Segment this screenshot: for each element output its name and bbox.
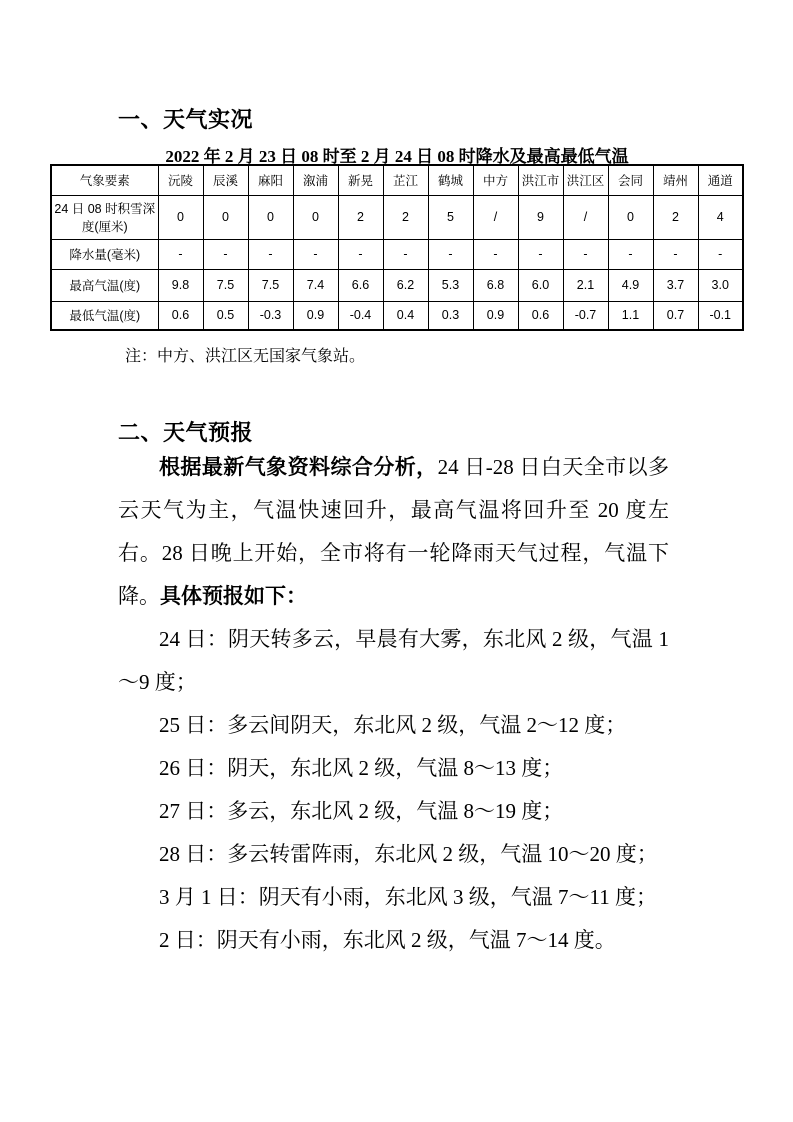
table-cell: 9 <box>518 195 563 239</box>
table-cell: 3.7 <box>653 269 698 301</box>
section-heading-weather-actual: 一、天气实况 <box>118 107 254 132</box>
table-cell: - <box>248 239 293 269</box>
table-cell: 0.9 <box>293 301 338 330</box>
column-header: 新晃 <box>338 165 383 195</box>
table-cell: 6.0 <box>518 269 563 301</box>
table-header-row <box>51 165 743 195</box>
table-cell: 0 <box>608 195 653 239</box>
table-cell: - <box>563 239 608 269</box>
column-header: 会同 <box>608 165 653 195</box>
forecast-item-day27: 27 日：多云，东北风 2 级，气温 8～19 度； <box>159 799 564 823</box>
weather-table-title: 2022 年 2 月 23 日 08 时至 2 月 24 日 08 时降水及最高最低气温 <box>165 147 629 166</box>
table-cell: 3.0 <box>698 269 743 301</box>
forecast-text-block <box>118 446 669 962</box>
forecast-intro-paragraph <box>118 446 669 618</box>
column-header: 通道 <box>698 165 743 195</box>
table-cell: 5 <box>428 195 473 239</box>
table-cell: 0 <box>248 195 293 239</box>
table-cell: 0.9 <box>473 301 518 330</box>
table-cell: 6.8 <box>473 269 518 301</box>
table-cell: - <box>698 239 743 269</box>
section-heading-weather-forecast: 二、天气预报 <box>118 420 254 445</box>
table-cell: 5.3 <box>428 269 473 301</box>
table-cell: 2 <box>338 195 383 239</box>
row-label: 最高气温(度) <box>51 269 158 301</box>
table-cell: 4.9 <box>608 269 653 301</box>
table-cell: 0.6 <box>158 301 203 330</box>
table-cell: - <box>653 239 698 269</box>
table-cell: 7.4 <box>293 269 338 301</box>
forecast-item-day28: 28 日：多云转雷阵雨，东北风 2 级，气温 10～20 度； <box>159 842 658 866</box>
table-cell: 0.7 <box>653 301 698 330</box>
table-cell: 7.5 <box>248 269 293 301</box>
table-cell: - <box>338 239 383 269</box>
column-header: 溆浦 <box>293 165 338 195</box>
table-cell: 0 <box>203 195 248 239</box>
table-cell: -0.7 <box>563 301 608 330</box>
table-row-snow-depth <box>51 195 743 239</box>
column-header: 气象要素 <box>51 165 158 195</box>
table-cell: - <box>203 239 248 269</box>
table-cell: - <box>473 239 518 269</box>
table-cell: -0.4 <box>338 301 383 330</box>
table-cell: 0 <box>293 195 338 239</box>
table-cell: 0.6 <box>518 301 563 330</box>
table-cell: / <box>473 195 518 239</box>
table-cell: - <box>383 239 428 269</box>
table-cell: 7.5 <box>203 269 248 301</box>
column-header: 洪江区 <box>563 165 608 195</box>
column-header: 洪江市 <box>518 165 563 195</box>
table-cell: - <box>158 239 203 269</box>
column-header: 麻阳 <box>248 165 293 195</box>
table-cell: - <box>293 239 338 269</box>
column-header: 靖州 <box>653 165 698 195</box>
table-cell: 2 <box>653 195 698 239</box>
table-cell: 6.6 <box>338 269 383 301</box>
table-cell: -0.1 <box>698 301 743 330</box>
forecast-item-day24: 24 日：阴天转多云，早晨有大雾，东北风 2 级，气温 1～9 度； <box>118 627 669 694</box>
forecast-intro-tail: 具体预报如下： <box>160 584 307 608</box>
table-cell: 9.8 <box>158 269 203 301</box>
forecast-intro-body: 24 日-28 日白天全市以多云天气为主，气温快速回升，最高气温将回升至 20 度左右。28 日晚上开始，全市将有一轮降雨天气过程，气温下降。 <box>118 455 670 608</box>
table-cell: 0 <box>158 195 203 239</box>
table-cell: 1.1 <box>608 301 653 330</box>
table-cell: - <box>428 239 473 269</box>
weather-observation-table <box>50 164 744 331</box>
table-cell: 0.5 <box>203 301 248 330</box>
table-cell: - <box>518 239 563 269</box>
table-cell: 4 <box>698 195 743 239</box>
forecast-item-mar1: 3 月 1 日：阴天有小雨，东北风 3 级，气温 7～11 度； <box>159 885 657 909</box>
column-header: 沅陵 <box>158 165 203 195</box>
column-header: 鹤城 <box>428 165 473 195</box>
forecast-intro-lead: 根据最新气象资料综合分析， <box>159 455 438 479</box>
table-cell: / <box>563 195 608 239</box>
table-cell: 6.2 <box>383 269 428 301</box>
table-row-max-temp <box>51 269 743 301</box>
table-cell: 2.1 <box>563 269 608 301</box>
forecast-item-day26: 26 日：阴天，东北风 2 级，气温 8～13 度； <box>159 756 564 780</box>
column-header: 中方 <box>473 165 518 195</box>
row-label: 24 日 08 时积雪深度(厘米) <box>51 195 158 239</box>
table-cell: -0.3 <box>248 301 293 330</box>
row-label: 最低气温(度) <box>51 301 158 330</box>
table-footnote: 注：中方、洪江区无国家气象站。 <box>125 348 366 365</box>
table-cell: 0.3 <box>428 301 473 330</box>
table-cell: - <box>608 239 653 269</box>
table-cell: 2 <box>383 195 428 239</box>
table-row-precipitation <box>51 239 743 269</box>
column-header: 辰溪 <box>203 165 248 195</box>
column-header: 芷江 <box>383 165 428 195</box>
forecast-item-mar2: 2 日：阴天有小雨，东北风 2 级，气温 7～14 度。 <box>159 928 616 952</box>
table-cell: 0.4 <box>383 301 428 330</box>
forecast-item-day25: 25 日：多云间阴天，东北风 2 级，气温 2～12 度； <box>159 713 627 737</box>
row-label: 降水量(毫米) <box>51 239 158 269</box>
table-row-min-temp <box>51 301 743 330</box>
